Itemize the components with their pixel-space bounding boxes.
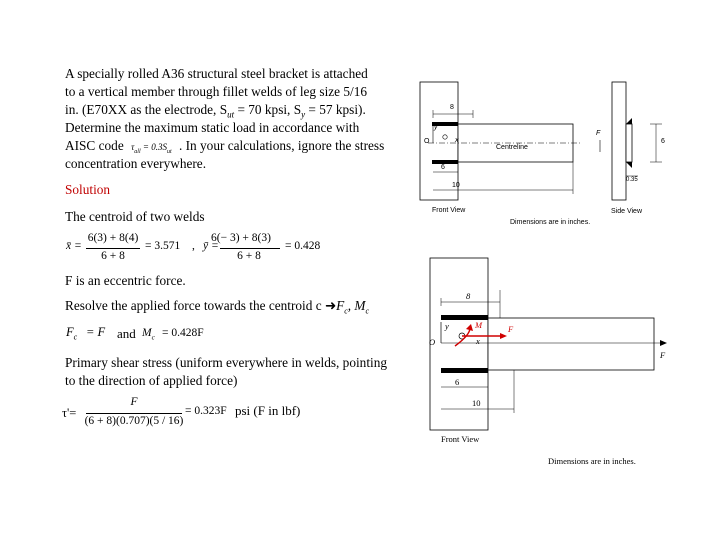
fig1-side-view: Side View bbox=[611, 208, 643, 215]
fig1-dim-10: 10 bbox=[452, 182, 460, 189]
fig1-centreline: Centreline bbox=[496, 144, 528, 151]
primary-shear-line-1: Primary shear stress (uniform everywhere in welds, pointing bbox=[65, 355, 388, 370]
tau-numerator: F bbox=[130, 396, 138, 408]
fig2-o-label: O bbox=[429, 337, 436, 347]
fig1-o-label: O bbox=[424, 138, 430, 145]
ybar-denominator: 6 + 8 bbox=[237, 250, 261, 262]
fig2-m-label: M bbox=[475, 320, 483, 330]
xbar-numerator: 6(3) + 8(4) bbox=[87, 232, 139, 244]
fig2-y-label: y bbox=[445, 321, 449, 331]
fig2-f-label: F bbox=[660, 350, 666, 360]
problem-line-3: in. (E70XX as the electrode, $S_{ut} = 70$ kpsi, $S_y = 57$ kpsi). bbox=[65, 102, 366, 120]
ybar-value: = 0.428 bbox=[285, 240, 321, 252]
problem-line-2: to a vertical member through fillet welds of leg size 5/16 bbox=[65, 84, 368, 99]
solution-heading: Solution bbox=[65, 182, 111, 197]
fig2-x-label: x bbox=[476, 336, 480, 346]
xbar-denominator: 6 + 8 bbox=[101, 250, 125, 262]
fig1-dim-8: 8 bbox=[450, 104, 454, 111]
tau-denominator: (6 + 8)(0.707)(5 / 16) bbox=[84, 415, 184, 427]
fig1-side-dim-035: 0.35 bbox=[626, 177, 638, 183]
problem-line-6: concentration everywhere. bbox=[65, 156, 207, 171]
tau-unit: psi (F in lbf) bbox=[235, 403, 301, 418]
fig2-front-view: Front View bbox=[441, 434, 480, 444]
tau-value: = 0.323F bbox=[185, 405, 227, 417]
fig1-f-label: F bbox=[596, 130, 601, 137]
fig1-x-label: x bbox=[455, 137, 459, 144]
eccentric-text: F is an eccentric force. bbox=[65, 273, 186, 288]
aisc-formula: $\tau_{all} = 0.3S_{ut}$ bbox=[131, 142, 172, 155]
fig1-side-dim-6: 6 bbox=[661, 138, 665, 145]
problem-line-4: Determine the maximum static load in accordance with bbox=[65, 120, 360, 135]
resolve-text: Resolve the applied force towards the centroid c $➜F_c$, $M_c$ bbox=[65, 298, 370, 316]
fig2-dim-8: 8 bbox=[466, 291, 471, 301]
problem-line-5: AISC code $\tau_{all} = 0.3S_{ut}$ . In your calculations, ignore the stress bbox=[65, 138, 385, 155]
problem-line-1: A specially rolled A36 structural steel bracket is attached bbox=[65, 66, 368, 81]
ybar-numerator: 6(− 3) + 8(3) bbox=[211, 232, 271, 244]
centroid-text: The centroid of two welds bbox=[65, 209, 205, 224]
fig2-dim-10: 10 bbox=[472, 398, 481, 408]
fig1-front-view: Front View bbox=[432, 207, 466, 214]
fig1-dims-note: Dimensions are in inches. bbox=[510, 219, 591, 226]
fig2-f-red-label: F bbox=[508, 324, 514, 334]
fig1-dim-6: 6 bbox=[441, 164, 445, 171]
fig2-dims-note: Dimensions are in inches. bbox=[548, 456, 636, 466]
fig1-y-label: y bbox=[434, 124, 438, 131]
xbar-value: = 3.571 bbox=[145, 240, 181, 252]
fig2-dim-6: 6 bbox=[455, 377, 460, 387]
primary-shear-line-2: to the direction of applied force) bbox=[65, 373, 238, 388]
